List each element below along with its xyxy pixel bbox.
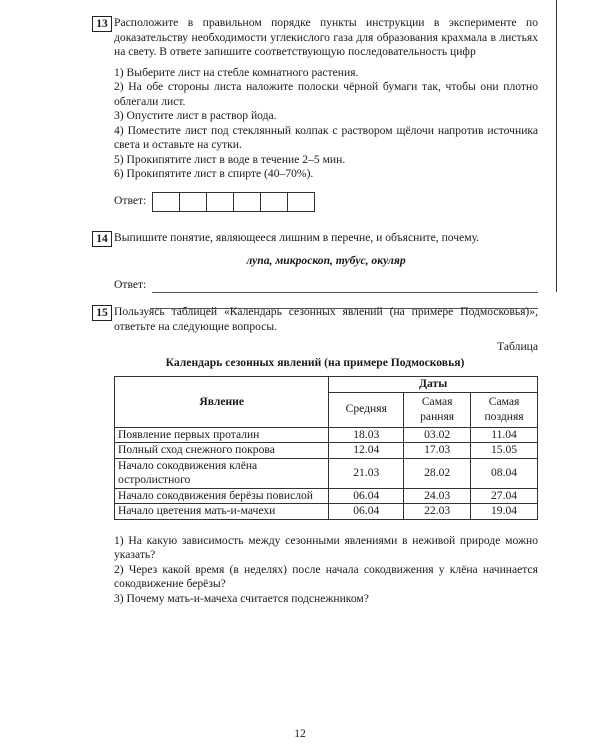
task-14: [92, 231, 538, 309]
column-header: Явление: [115, 377, 329, 428]
task-number: 15: [92, 305, 112, 321]
date-cell: 18.03: [329, 427, 404, 443]
date-cell: 12.04: [329, 443, 404, 459]
column-header: Самая поздняя: [471, 392, 538, 427]
column-header: Даты: [329, 377, 538, 393]
phenomenon-cell: Начало сокодвижения клёна остролистного: [115, 458, 329, 488]
answer-cells[interactable]: [152, 192, 315, 212]
answer-row: [114, 278, 538, 293]
date-cell: 06.04: [329, 488, 404, 504]
list-item: 4) Поместите лист под стеклянный колпак с раствором щёлочи напротив источника света и оставьте на сутки.: [114, 123, 538, 151]
date-cell: 08.04: [471, 458, 538, 488]
column-header: Средняя: [329, 392, 404, 427]
list-item: 2) На обе стороны листа наложите полоски чёрной бумаги так, чтобы они плотно облегали лист.: [114, 80, 538, 108]
task-15: [92, 305, 538, 606]
task-question: Выпишите понятие, являющееся лишним в перечне, и объясните, почему.: [114, 231, 480, 244]
list-item: 3) Почему мать-и-мачеха считается подснежником?: [114, 591, 369, 605]
answer-cell[interactable]: [288, 193, 314, 211]
follow-up-questions: [114, 534, 538, 607]
answer-cell[interactable]: [153, 193, 180, 211]
task-question: Расположите в правильном порядке пункты инструкции в эксперименте по доказательству необходимости углекислого газа для образования крахмала в листьях на свету. В ответе запишите соответствующую последовательность цифр: [114, 16, 538, 58]
date-cell: 06.04: [329, 504, 404, 520]
season-table: [114, 376, 538, 520]
answer-label: Ответ:: [114, 194, 147, 208]
task-question: Пользуясь таблицей «Календарь сезонных явлений (на примере Подмосковья)», ответьте на следующие вопросы.: [114, 305, 538, 333]
phenomenon-cell: Начало сокодвижения берёзы повислой: [115, 488, 329, 504]
task-13: [92, 16, 538, 212]
date-cell: 11.04: [471, 427, 538, 443]
date-cell: 15.05: [471, 443, 538, 459]
table-row: [115, 427, 538, 443]
date-cell: 21.03: [329, 458, 404, 488]
table-row: [115, 488, 538, 504]
date-cell: 28.02: [404, 458, 471, 488]
phenomenon-cell: Появление первых проталин: [115, 427, 329, 443]
list-item: 1) На какую зависимость между сезонными явлениями в неживой природе можно указать?: [114, 533, 538, 561]
phenomenon-cell: Начало цветения мать-и-мачехи: [115, 504, 329, 520]
column-header: Самая ранняя: [404, 392, 471, 427]
answer-line[interactable]: [152, 281, 538, 293]
answer-label: Ответ:: [114, 278, 147, 291]
date-cell: 17.03: [404, 443, 471, 459]
answer-cell[interactable]: [261, 193, 288, 211]
page-number: 12: [294, 727, 306, 740]
list-item: 6) Прокипятите лист в спирте (40–70%).: [114, 167, 314, 180]
table-row: [115, 458, 538, 488]
list-item: 3) Опустите лист в раствор йода.: [114, 109, 277, 122]
task-number: 13: [92, 16, 112, 32]
date-cell: 03.02: [404, 427, 471, 443]
list-item: 1) Выберите лист на стебле комнатного растения.: [114, 65, 359, 79]
table-row: [115, 504, 538, 520]
table-title: Календарь сезонных явлений (на примере Подмосковья): [165, 355, 465, 369]
terms-list: лупа, микроскоп, тубус, окуляр: [246, 253, 406, 267]
answer-cell[interactable]: [234, 193, 261, 211]
date-cell: 22.03: [404, 504, 471, 520]
instruction-steps: [114, 66, 538, 182]
date-cell: 24.03: [404, 488, 471, 504]
answer-cell[interactable]: [180, 193, 207, 211]
answer-cell[interactable]: [207, 193, 234, 211]
date-cell: 19.04: [471, 504, 538, 520]
phenomenon-cell: Полный сход снежного покрова: [115, 443, 329, 459]
answer-row: [114, 192, 538, 212]
list-item: 2) Через какой время (в неделях) после начала сокодвижения у клёна начинается сокодвижение берёзы?: [114, 562, 538, 590]
margin-line: [556, 0, 557, 292]
table-label: Таблица: [497, 340, 538, 353]
date-cell: 27.04: [471, 488, 538, 504]
task-number: 14: [92, 231, 112, 247]
list-item: 5) Прокипятите лист в воде в течение 2–5 мин.: [114, 152, 346, 166]
table-row: [115, 443, 538, 459]
